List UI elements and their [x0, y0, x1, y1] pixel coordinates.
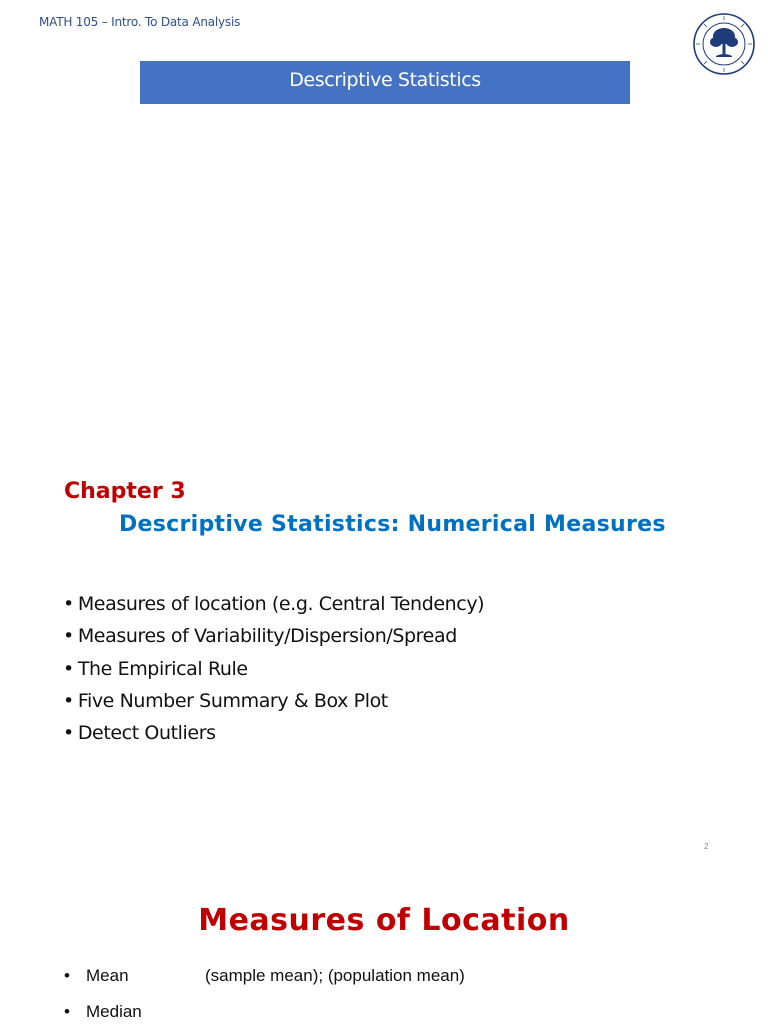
slide-title: Measures of Location: [198, 903, 570, 938]
topic-list: [63, 590, 484, 751]
measure-term: Mean: [86, 966, 129, 985]
list-item: [64, 964, 465, 1000]
measure-term: Median: [86, 1002, 142, 1021]
banner-title: Descriptive Statistics: [140, 61, 630, 104]
bullet-icon: •: [63, 625, 74, 648]
list-item: • Measures of Variability/Dispersion/Spread: [63, 625, 457, 648]
chapter-heading: Chapter 3: [64, 479, 186, 504]
university-seal-icon: [692, 12, 756, 76]
bullet-icon: •: [63, 657, 74, 680]
list-item: • Measures of location (e.g. Central Tendency): [63, 593, 485, 615]
bullet-icon: •: [63, 593, 74, 615]
bullet-icon: •: [64, 1002, 70, 1021]
measure-note: (sample mean); (population mean): [205, 966, 465, 985]
bullet-icon: •: [63, 722, 74, 745]
list-item: • Detect Outliers: [63, 722, 216, 745]
bullet-icon: •: [63, 689, 74, 712]
page-number: 2: [704, 842, 709, 851]
location-measures-list: [64, 964, 465, 1036]
course-title: MATH 105 – Intro. To Data Analysis: [39, 15, 241, 29]
list-item: • Five Number Summary & Box Plot: [63, 689, 388, 712]
bullet-icon: •: [64, 966, 70, 985]
list-item: [64, 1000, 465, 1036]
chapter-subtitle: Descriptive Statistics: Numerical Measures: [119, 512, 666, 537]
slide-2: [0, 860, 768, 1024]
list-item: • The Empirical Rule: [63, 657, 248, 680]
